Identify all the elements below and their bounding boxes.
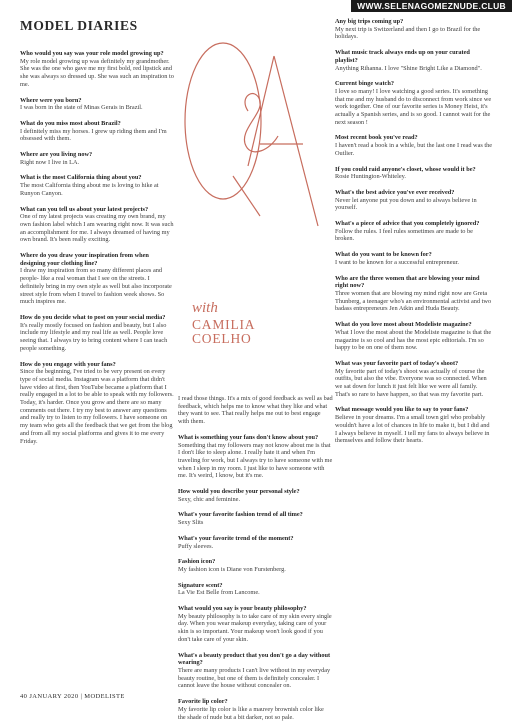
qa-block xyxy=(335,18,493,41)
question: Current binge watch? xyxy=(335,80,395,88)
qa-block xyxy=(178,652,333,691)
qa-block xyxy=(178,434,333,480)
question: Who would you say was your role model growing up? xyxy=(20,50,164,57)
answer: My role model growing up was definitely my grandmother. She was the one who gave me my first bold, red lipstick and she was always so dressed up. She was such an inspiration to me. xyxy=(20,57,174,88)
column-left xyxy=(20,50,175,630)
masthead-with: with xyxy=(192,300,218,316)
answer: I want to be known for a successful entrepreneur. xyxy=(335,258,459,266)
question: What is the most California thing about you? xyxy=(20,174,142,182)
qa-block xyxy=(178,488,333,503)
question: Most recent book you've read? xyxy=(335,134,418,142)
answer: I haven't read a book in a while, but the last one I read was the Outlier. xyxy=(335,142,493,157)
answer: La Vie Est Belle from Lancome. xyxy=(178,589,260,597)
answer: I love so many! I love watching a good series. It's something that me and my husband do to disconnect from work since we work together. One of our favorite series is Money Heist, it's actually a Spanish series, and is so good. I cannot wait for the next season ! xyxy=(335,87,492,126)
qa-block xyxy=(335,275,493,314)
question: What's your favorite fashion trend of all time? xyxy=(178,511,303,519)
column-middle xyxy=(178,395,333,721)
answer: I definitely miss my horses. I grew up riding them and I'm obsessed with them. xyxy=(20,127,167,143)
footer-page-number: 40 JANUARY 2020 xyxy=(20,693,79,700)
qa-block xyxy=(20,151,175,166)
qa-block xyxy=(20,252,175,306)
column-right xyxy=(335,18,493,640)
answer: My favorite part of today's shoot was actually of course the outfits, but also the vibe. Everyone was so connected. When we sat down for lunch it just felt like we were all family. That's so rare to have happen, so that was my favorite part. xyxy=(335,367,487,398)
question: If you could raid anyone's closet, whose would it be? xyxy=(335,165,476,173)
question: What can you tell us about your latest projects? xyxy=(20,205,149,213)
qa-block xyxy=(178,511,333,526)
question: Where were you born? xyxy=(20,96,82,104)
answer: Never let anyone put you down and to always believe in yourself. xyxy=(335,196,477,212)
interviewee-last-name: COELHO xyxy=(192,331,252,346)
question: What's your favorite trend of the moment? xyxy=(178,534,294,542)
qa-block xyxy=(20,361,175,446)
qa-block xyxy=(178,582,333,597)
question: What do you love most about Modeliste magazine? xyxy=(335,321,472,329)
qa-monogram-graphic xyxy=(178,26,328,296)
question: Where do you draw your inspiration from when designing your clothing line? xyxy=(20,252,149,267)
question: Who are the three women that are blowing your mind right now? xyxy=(335,274,480,290)
qa-masthead xyxy=(178,26,328,236)
interviewee-name xyxy=(192,318,322,346)
a-letter-shape xyxy=(248,56,318,226)
question: What was your favorite part of today's shoot? xyxy=(335,359,459,367)
answer: There are many products I can't live without in my everyday beauty routine, but one of them is definitely concealer. I cannot leave the house without concealer on. xyxy=(178,666,331,690)
qa-block xyxy=(20,50,175,89)
qa-block xyxy=(335,166,493,181)
footer-magazine-name: MODELISTE xyxy=(84,693,125,700)
qa-block xyxy=(178,698,333,721)
qa-block xyxy=(335,49,493,72)
qa-block xyxy=(20,314,175,353)
answer: Believe in your dreams. I'm a small town girl who probably wouldn't have a lot of chances in life to make it, but I did and I always believe in myself. I tell my fans to always believe in themselves and follow their hearts. xyxy=(335,414,490,445)
interviewee-first-name: CAMILIA xyxy=(192,317,256,332)
section-title: MODEL DIARIES xyxy=(20,18,138,33)
qa-block xyxy=(335,251,493,266)
answer: My favorite lip color is like a mauvey brownish color like the shade of nude but a bit darker, not so pale. xyxy=(178,705,324,721)
answer: What I love the most about the Modeliste magazine is that the magazine is so cool and has the most epic editorials. I'm so happy to be on one of them now. xyxy=(335,328,492,352)
qa-block xyxy=(335,321,493,352)
answer: Anything Rihanna. I love "Shine Bright Like a Diamond". xyxy=(335,64,482,72)
answer: Something that my followers may not know about me is that I don't like to sleep alone. I really hate it and when I'm traveling for work, but I always try to have someone with me when I sleep in my room. I just like to have someone with me. It's weird, I know, but it's me. xyxy=(178,441,333,480)
question: Signature scent? xyxy=(178,581,223,589)
answer: Rosie Huntington-Whiteley. xyxy=(335,173,406,181)
answer: One of my latest projects was creating my own brand, my own fashion label which I am wearing right now. It was such an accomplishment for me. I always dreamed of having my own brand. It's been really exciting. xyxy=(20,213,174,244)
question: Fashion icon? xyxy=(178,558,216,566)
answer: Sexy Slits xyxy=(178,519,204,527)
answer: My fashion icon is Diane von Furstenberg. xyxy=(178,565,286,573)
qa-block xyxy=(335,220,493,243)
qa-block xyxy=(178,605,333,644)
answer: Since the beginning, I've tried to be very present on every type of social media. Instagram was a platform that didn't have video at first, then YouTube became a platform that I really engaged in a lot to be able to speak with my followers. Today, it's harder. Once you grow and there are so many comments out there. I try my best to answer any questions and really try to listen to my followers. I have someone on my team who gets all the feedback that we get from the blog and from all my social platforms and gives it to me every Friday. xyxy=(20,368,174,445)
question: What's the best advice you've ever received? xyxy=(335,188,455,196)
answer: The most California thing about me is loving to hike at Runyon Canyon. xyxy=(20,182,159,197)
question: What would you say is your beauty philosophy? xyxy=(178,605,307,613)
question: What message would you like to say to your fans? xyxy=(335,406,469,414)
question: Where are you living now? xyxy=(20,151,93,159)
qa-block xyxy=(20,120,175,143)
footer-separator: | xyxy=(80,693,83,700)
qa-block xyxy=(20,97,175,112)
question: Favorite lip color? xyxy=(178,698,228,706)
answer: It's really mostly focused on fashion and beauty, but I also include my lifestyle and my real life as well. People love seeing that. I always try to bring content where I can teach people something. xyxy=(20,321,168,352)
q-letter-shape xyxy=(185,43,261,199)
question: What's a piece of advice that you completely ignored? xyxy=(335,220,480,228)
qa-block xyxy=(335,360,493,399)
qa-block xyxy=(20,174,175,197)
question: What do you miss most about Brazil? xyxy=(20,119,121,127)
qa-block xyxy=(335,80,493,126)
answer: I read those things. It's a mix of good feedback as well as bad feedback, which helps me to know what they like and what they want to see. That really helps me out to best engage with them. xyxy=(178,395,333,426)
answer: Right now I live in LA. xyxy=(20,158,80,166)
answer: I was born in the state of Minas Gerais in Brazil. xyxy=(20,104,143,112)
answer: Puffy sleeves. xyxy=(178,542,214,550)
question: What do you want to be known for? xyxy=(335,251,432,259)
answer: Follow the rules. I feel rules sometimes are made to be broken. xyxy=(335,227,473,243)
answer: I draw my inspiration from so many different places and people- like a real woman that I see on the streets. I definitely bring in my own style as well but also incorporate street style from when I travel to fashion week shows. So much inspires me. xyxy=(20,267,172,306)
watermark-banner: WWW.SELENAGOMEZNUDE.CLUB xyxy=(351,0,512,12)
answer: Three women that are blowing my mind right now are Greta Thunberg, a teenager who's an environmental activist and two badass entrepreneurs Jen Atkin and Huda Beauty. xyxy=(335,289,492,313)
qa-block xyxy=(335,406,493,445)
qa-block xyxy=(335,134,493,157)
question: How would you describe your personal style? xyxy=(178,488,300,496)
question: How do you decide what to post on your social media? xyxy=(20,313,166,321)
qa-block xyxy=(335,189,493,212)
question: What is something your fans don't know about you? xyxy=(178,433,319,441)
qa-block xyxy=(178,535,333,550)
qa-block xyxy=(178,558,333,573)
qa-block xyxy=(20,206,175,245)
answer: Sexy, chic and feminine. xyxy=(178,495,241,503)
answer: My next trip is Switzerland and then I go to Brazil for the holidays. xyxy=(335,25,481,41)
question: What's a beauty product that you don't go a day without wearing? xyxy=(178,651,331,667)
question: What music track always ends up on your curated playlist? xyxy=(335,49,470,64)
page-footer xyxy=(20,693,125,700)
question: How do you engage with your fans? xyxy=(20,360,116,368)
question: Any big trips coming up? xyxy=(335,18,404,25)
qa-block xyxy=(178,395,333,426)
answer: My beauty philosophy is to take care of my skin every single day. When you wear makeup everyday, taking care of your skin is so important. Your makeup won't look good if you don't take care of your skin. xyxy=(178,612,332,643)
